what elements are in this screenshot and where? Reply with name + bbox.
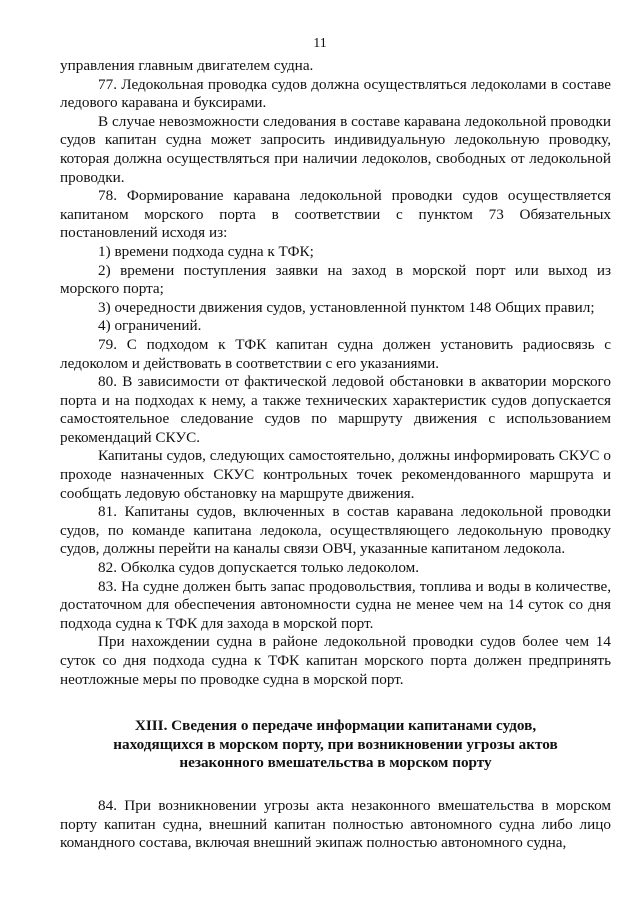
paragraph-79: 79. С подходом к ТФК капитан судна должен установить радиосвязь с ледоколом и действовать в соответствии с его указаниями. bbox=[60, 335, 611, 372]
document-body bbox=[60, 57, 611, 853]
page-number: 11 bbox=[313, 36, 327, 51]
section-heading-line: находящихся в морском порту, при возникновении угрозы актов bbox=[113, 735, 558, 753]
list-item: 1) времени подхода судна к ТФК; bbox=[98, 242, 314, 260]
paragraph-84: 84. При возникновении угрозы акта незаконного вмешательства в морском порту капитан судна, внешний капитан полностью автономного судна либо лицо командного состава, включая внешний экипаж полностью автономного судна, bbox=[60, 796, 611, 852]
section-heading-line: незаконного вмешательства в морском порту bbox=[179, 754, 492, 772]
paragraph: При нахождении судна в районе ледокольной проводки судов более чем 14 суток со дня подхода судна к ТФК капитан морского порта должен предпринять неотложные меры по проводке судна в морской порт. bbox=[60, 633, 611, 688]
paragraph: В случае невозможности следования в составе каравана ледокольной проводки судов капитан судна может запросить индивидуальную ледокольную проводку, которая должна осуществляться при наличии ледоколов, свободных от ледокольной проводки. bbox=[60, 112, 611, 186]
paragraph: Капитаны судов, следующих самостоятельно, должны информировать СКУС о проходе назначенных СКУС контрольных точек рекомендованного маршрута и сообщать ледовую обстановку на маршруте движения. bbox=[60, 447, 611, 502]
list-item: 4) ограничений. bbox=[98, 317, 202, 335]
section-heading-line: XIII. Сведения о передаче информации капитанами судов, bbox=[134, 717, 537, 735]
paragraph-78: 78. Формирование каравана ледокольной проводки судов осуществляется капитаном морского порта в соответствии с пунктом 73 Обязательных постановлений исходя из: bbox=[60, 187, 611, 242]
paragraph-83: 83. На судне должен быть запас продовольствия, топлива и воды в количестве, достаточном для обеспечения автономности судна не менее чем на 14 суток со дня подхода судна к ТФК для захода в морской порт. bbox=[60, 577, 611, 632]
section-heading bbox=[60, 717, 611, 773]
paragraph: управления главным двигателем судна. bbox=[60, 57, 314, 74]
paragraph-77: 77. Ледокольная проводка судов должна осуществляться ледоколами в составе ледового каравана и буксирами. bbox=[60, 75, 611, 112]
paragraph-82: 82. Обколка судов допускается только ледоколом. bbox=[98, 559, 420, 577]
list-item: 3) очередности движения судов, установленной пунктом 148 Общих правил; bbox=[98, 298, 595, 316]
paragraph-81: 81. Капитаны судов, включенных в состав каравана ледокольной проводки судов, по команде капитана ледокола, осуществляющего ледокольную проводку судов, должны перейти на каналы связи ОВЧ, указанные капитаном ледокола. bbox=[60, 503, 611, 558]
list-item: 2) времени поступления заявки на заход в морской порт или выход из морского порта; bbox=[60, 261, 611, 298]
paragraph-80: 80. В зависимости от фактической ледовой обстановки в акватории морского порта и на подходах к нему, а также технических характеристик судов допускается самостоятельное следование судов по маршруту движения с использованием рекомендаций СКУС. bbox=[60, 373, 611, 446]
